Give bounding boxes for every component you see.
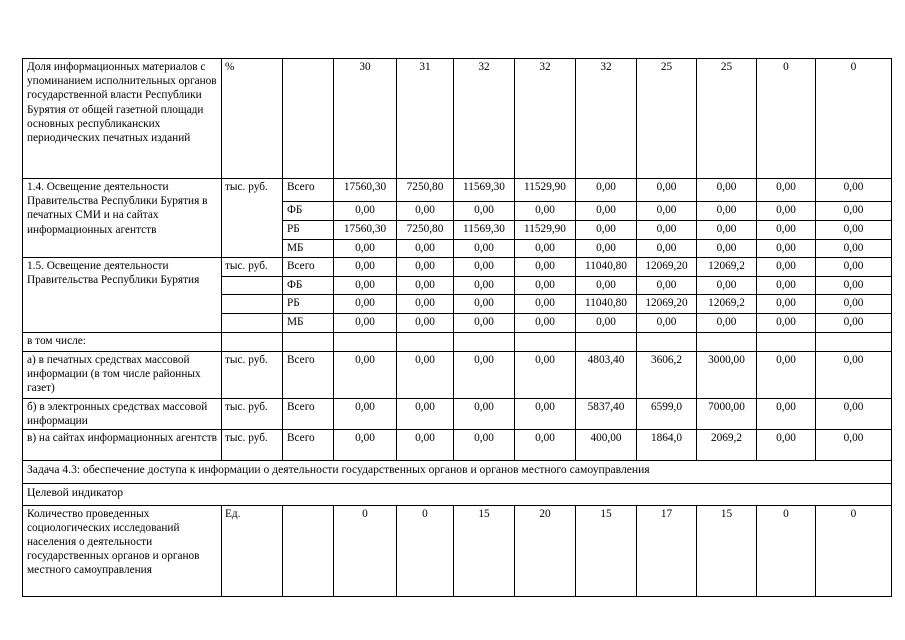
value-cell: 0,00: [334, 399, 397, 430]
source-cell: Всего: [283, 258, 334, 277]
value-cell: 0,00: [576, 202, 637, 221]
value-cell: 0,00: [454, 399, 515, 430]
source-cell: [283, 505, 334, 596]
value-cell: 0,00: [454, 258, 515, 277]
value-cell: 0,00: [334, 202, 397, 221]
value-cell: 15: [576, 505, 637, 596]
value-cell: 0,00: [637, 221, 697, 240]
value-cell: [697, 333, 757, 352]
value-cell: 0,00: [397, 258, 454, 277]
value-cell: 1864,0: [637, 430, 697, 461]
value-cell: 0,00: [334, 240, 397, 258]
value-cell: 12069,20: [637, 258, 697, 277]
value-cell: 12069,2: [697, 258, 757, 277]
value-cell: 17: [637, 505, 697, 596]
value-cell: 0,00: [637, 314, 697, 333]
value-cell: 7000,00: [697, 399, 757, 430]
value-cell: 7250,80: [397, 221, 454, 240]
value-cell: 0,00: [454, 277, 515, 295]
source-cell: МБ: [283, 314, 334, 333]
source-cell: [283, 59, 334, 179]
value-cell: 31: [397, 59, 454, 179]
table-row: [23, 430, 892, 461]
value-cell: 0,00: [757, 430, 816, 461]
value-cell: 0,00: [816, 221, 892, 240]
value-cell: 0,00: [397, 295, 454, 314]
value-cell: [334, 333, 397, 352]
value-cell: 0,00: [515, 295, 576, 314]
unit-cell: тыс. руб.: [222, 258, 283, 277]
value-cell: 0,00: [454, 314, 515, 333]
value-cell: 0,00: [816, 240, 892, 258]
value-cell: 0,00: [334, 258, 397, 277]
value-cell: 0,00: [697, 179, 757, 202]
section-heading: Целевой индикатор: [23, 484, 892, 505]
value-cell: 0,00: [816, 202, 892, 221]
unit-cell: [222, 295, 283, 314]
value-cell: 15: [454, 505, 515, 596]
value-cell: 0,00: [515, 277, 576, 295]
value-cell: 11040,80: [576, 258, 637, 277]
value-cell: [454, 333, 515, 352]
value-cell: 400,00: [576, 430, 637, 461]
value-cell: 0,00: [816, 277, 892, 295]
task-heading: Задача 4.3: обеспечение доступа к информации о деятельности государственных органов и органов местного самоуправления: [23, 461, 892, 484]
value-cell: 25: [697, 59, 757, 179]
value-cell: 0,00: [334, 295, 397, 314]
value-cell: 0,00: [576, 221, 637, 240]
unit-cell: тыс. руб.: [222, 430, 283, 461]
value-cell: 0,00: [697, 277, 757, 295]
value-cell: 0,00: [757, 179, 816, 202]
value-cell: 11569,30: [454, 221, 515, 240]
value-cell: 0,00: [697, 202, 757, 221]
value-cell: 32: [576, 59, 637, 179]
value-cell: 6599,0: [637, 399, 697, 430]
unit-cell: [222, 314, 283, 333]
budget-table: [22, 58, 892, 597]
value-cell: 0,00: [454, 295, 515, 314]
value-cell: 12069,2: [697, 295, 757, 314]
value-cell: 7250,80: [397, 179, 454, 202]
value-cell: 0,00: [397, 430, 454, 461]
value-cell: 0,00: [816, 352, 892, 399]
value-cell: 0,00: [576, 179, 637, 202]
source-cell: Всего: [283, 399, 334, 430]
source-cell: Всего: [283, 430, 334, 461]
value-cell: 0,00: [454, 352, 515, 399]
value-cell: 30: [334, 59, 397, 179]
table-row: [23, 399, 892, 430]
source-cell: ФБ: [283, 202, 334, 221]
indicator-name: а) в печатных средствах массовой информации (в том числе районных газет): [23, 352, 222, 399]
value-cell: [576, 333, 637, 352]
value-cell: 0,00: [757, 295, 816, 314]
value-cell: 20: [515, 505, 576, 596]
value-cell: 3000,00: [697, 352, 757, 399]
value-cell: 0: [397, 505, 454, 596]
unit-cell: [222, 277, 283, 295]
value-cell: 0,00: [397, 314, 454, 333]
unit-cell: тыс. руб.: [222, 179, 283, 258]
value-cell: 0,00: [816, 314, 892, 333]
table-row: [23, 258, 892, 277]
value-cell: 0,00: [334, 277, 397, 295]
value-cell: 0,00: [576, 314, 637, 333]
value-cell: 0,00: [397, 240, 454, 258]
value-cell: 0,00: [757, 314, 816, 333]
source-cell: ФБ: [283, 277, 334, 295]
value-cell: 0,00: [637, 202, 697, 221]
value-cell: 0,00: [816, 399, 892, 430]
table-row: [23, 59, 892, 179]
value-cell: 0,00: [334, 430, 397, 461]
value-cell: [757, 333, 816, 352]
value-cell: 17560,30: [334, 221, 397, 240]
value-cell: 17560,30: [334, 179, 397, 202]
value-cell: 0: [757, 59, 816, 179]
value-cell: 15: [697, 505, 757, 596]
value-cell: 0,00: [816, 258, 892, 277]
value-cell: 0,00: [757, 399, 816, 430]
unit-cell: тыс. руб.: [222, 399, 283, 430]
indicator-name: Доля информационных материалов с упоминанием исполнительных органов государственной власти Республики Бурятия от общей газетной площади основных республиканских периодических печатных изданий: [23, 59, 222, 179]
value-cell: 32: [454, 59, 515, 179]
value-cell: 0,00: [816, 430, 892, 461]
value-cell: 0,00: [637, 277, 697, 295]
value-cell: 0,00: [697, 221, 757, 240]
source-cell: Всего: [283, 352, 334, 399]
value-cell: 0,00: [697, 314, 757, 333]
table-row: [23, 461, 892, 484]
value-cell: 0,00: [637, 179, 697, 202]
indicator-name: 1.4. Освещение деятельности Правительства Республики Бурятия в печатных СМИ и на сайтах информационных агентств: [23, 179, 222, 258]
source-cell: Всего: [283, 179, 334, 202]
value-cell: 32: [515, 59, 576, 179]
value-cell: 0,00: [397, 202, 454, 221]
value-cell: 0,00: [515, 258, 576, 277]
value-cell: 0: [816, 505, 892, 596]
table-row: [23, 505, 892, 596]
value-cell: 0,00: [454, 240, 515, 258]
indicator-name: Количество проведенных социологических исследований населения о деятельности государственных органов и органов местного самоуправления: [23, 505, 222, 596]
indicator-name: в том числе:: [23, 333, 222, 352]
value-cell: 0,00: [515, 314, 576, 333]
indicator-name: в) на сайтах информационных агентств: [23, 430, 222, 461]
value-cell: [816, 333, 892, 352]
value-cell: 4803,40: [576, 352, 637, 399]
value-cell: 0: [757, 505, 816, 596]
value-cell: 2069,2: [697, 430, 757, 461]
value-cell: 11529,90: [515, 221, 576, 240]
value-cell: 0,00: [816, 179, 892, 202]
value-cell: 0,00: [757, 240, 816, 258]
source-cell: МБ: [283, 240, 334, 258]
source-cell: [283, 333, 334, 352]
value-cell: 11569,30: [454, 179, 515, 202]
value-cell: 11529,90: [515, 179, 576, 202]
source-cell: РБ: [283, 221, 334, 240]
value-cell: 0,00: [757, 202, 816, 221]
value-cell: 0,00: [816, 295, 892, 314]
value-cell: 0: [334, 505, 397, 596]
unit-cell: [222, 333, 283, 352]
value-cell: 11040,80: [576, 295, 637, 314]
indicator-name: 1.5. Освещение деятельности Правительства Республики Бурятия: [23, 258, 222, 333]
value-cell: [515, 333, 576, 352]
value-cell: 0,00: [757, 352, 816, 399]
value-cell: 0,00: [454, 202, 515, 221]
unit-cell: тыс. руб.: [222, 352, 283, 399]
value-cell: 0,00: [515, 399, 576, 430]
value-cell: 0,00: [515, 202, 576, 221]
value-cell: 0,00: [576, 240, 637, 258]
table-row: [23, 484, 892, 505]
value-cell: [637, 333, 697, 352]
value-cell: 0,00: [334, 314, 397, 333]
table-row: [23, 352, 892, 399]
value-cell: 12069,20: [637, 295, 697, 314]
value-cell: 0,00: [637, 240, 697, 258]
value-cell: 0,00: [757, 258, 816, 277]
value-cell: 0,00: [757, 221, 816, 240]
value-cell: 0,00: [757, 277, 816, 295]
value-cell: 3606,2: [637, 352, 697, 399]
value-cell: [397, 333, 454, 352]
table-row: [23, 179, 892, 202]
value-cell: 5837,40: [576, 399, 637, 430]
unit-cell: %: [222, 59, 283, 179]
value-cell: 0,00: [515, 430, 576, 461]
unit-cell: Ед.: [222, 505, 283, 596]
indicator-name: б) в электронных средствах массовой информации: [23, 399, 222, 430]
value-cell: 0,00: [397, 277, 454, 295]
source-cell: РБ: [283, 295, 334, 314]
value-cell: 0,00: [454, 430, 515, 461]
value-cell: 0: [816, 59, 892, 179]
value-cell: 0,00: [397, 399, 454, 430]
value-cell: 0,00: [397, 352, 454, 399]
value-cell: 0,00: [515, 240, 576, 258]
value-cell: 0,00: [697, 240, 757, 258]
value-cell: 0,00: [334, 352, 397, 399]
table-row: [23, 333, 892, 352]
value-cell: 0,00: [576, 277, 637, 295]
value-cell: 0,00: [515, 352, 576, 399]
value-cell: 25: [637, 59, 697, 179]
